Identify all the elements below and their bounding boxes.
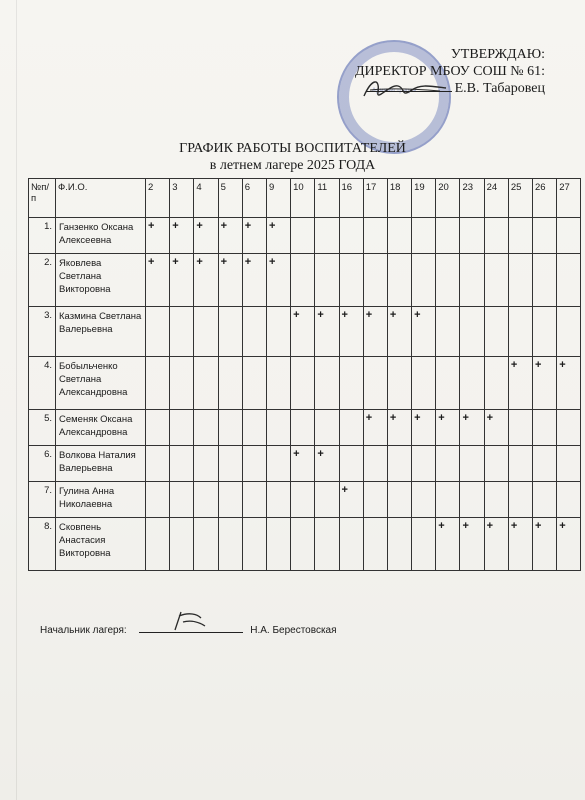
day-cell-16 — [339, 254, 363, 307]
header-day-25: 25 — [508, 179, 532, 218]
day-cell-11 — [315, 518, 339, 571]
day-cell-9 — [266, 482, 290, 518]
day-cell-24 — [484, 482, 508, 518]
day-cell-26 — [533, 218, 557, 254]
day-cell-18 — [387, 482, 411, 518]
table-row — [29, 254, 581, 307]
day-cell-18 — [387, 446, 411, 482]
day-cell-17: + — [363, 307, 387, 357]
day-cell-20 — [436, 446, 460, 482]
day-cell-24 — [484, 446, 508, 482]
day-cell-16 — [339, 410, 363, 446]
table-row — [29, 307, 581, 357]
header-day-19: 19 — [412, 179, 436, 218]
day-cell-18 — [387, 254, 411, 307]
day-cell-3 — [170, 446, 194, 482]
day-cell-4 — [194, 482, 218, 518]
day-cell-16: + — [339, 482, 363, 518]
day-cell-3: + — [170, 254, 194, 307]
day-cell-20 — [436, 357, 460, 410]
day-cell-17 — [363, 518, 387, 571]
day-cell-25: + — [508, 357, 532, 410]
day-cell-10: + — [291, 446, 315, 482]
day-cell-10 — [291, 357, 315, 410]
day-cell-27: + — [557, 357, 581, 410]
header-day-9: 9 — [266, 179, 290, 218]
day-cell-5: + — [218, 218, 242, 254]
approval-heading: УТВЕРЖДАЮ: — [450, 47, 545, 62]
day-cell-9 — [266, 518, 290, 571]
day-cell-23 — [460, 254, 484, 307]
camp-head-name: Н.А. Берестовская — [250, 625, 337, 636]
day-cell-6 — [242, 446, 266, 482]
day-cell-10 — [291, 518, 315, 571]
header-day-18: 18 — [387, 179, 411, 218]
day-cell-11: + — [315, 307, 339, 357]
header-day-27: 27 — [557, 179, 581, 218]
day-cell-24 — [484, 218, 508, 254]
header-number: №п/п — [29, 179, 56, 218]
stamp-text: Администрация — [371, 88, 417, 94]
day-cell-10: + — [291, 307, 315, 357]
row-number: 2. — [29, 254, 56, 307]
day-cell-5 — [218, 307, 242, 357]
day-cell-18 — [387, 518, 411, 571]
day-cell-23: + — [460, 410, 484, 446]
day-cell-18: + — [387, 410, 411, 446]
day-cell-23 — [460, 307, 484, 357]
day-cell-27 — [557, 410, 581, 446]
day-cell-26 — [533, 410, 557, 446]
teacher-name: Казмина Светлана Валерьевна — [56, 307, 146, 357]
day-cell-2: + — [146, 254, 170, 307]
header-day-5: 5 — [218, 179, 242, 218]
page-title — [0, 140, 585, 174]
table-row — [29, 482, 581, 518]
day-cell-4 — [194, 307, 218, 357]
day-cell-6 — [242, 482, 266, 518]
table-row — [29, 357, 581, 410]
day-cell-5 — [218, 446, 242, 482]
teacher-name: Семеняк Оксана Александровна — [56, 410, 146, 446]
header-day-24: 24 — [484, 179, 508, 218]
day-cell-6: + — [242, 254, 266, 307]
day-cell-6 — [242, 357, 266, 410]
teacher-name: Бобыльченко Светлана Александровна — [56, 357, 146, 410]
day-cell-11: + — [315, 446, 339, 482]
day-cell-25 — [508, 307, 532, 357]
day-cell-5 — [218, 357, 242, 410]
day-cell-10 — [291, 410, 315, 446]
day-cell-11 — [315, 357, 339, 410]
day-cell-6: + — [242, 218, 266, 254]
day-cell-17 — [363, 482, 387, 518]
day-cell-10 — [291, 218, 315, 254]
day-cell-11 — [315, 254, 339, 307]
day-cell-9 — [266, 446, 290, 482]
day-cell-19 — [412, 254, 436, 307]
row-number: 5. — [29, 410, 56, 446]
header-day-26: 26 — [533, 179, 557, 218]
schedule-table — [28, 178, 581, 571]
day-cell-20 — [436, 307, 460, 357]
header-day-23: 23 — [460, 179, 484, 218]
day-cell-26 — [533, 254, 557, 307]
day-cell-27 — [557, 446, 581, 482]
row-number: 1. — [29, 218, 56, 254]
header-day-3: 3 — [170, 179, 194, 218]
day-cell-27: + — [557, 518, 581, 571]
director-name: Е.В. Табаровец — [454, 81, 545, 96]
day-cell-6 — [242, 410, 266, 446]
day-cell-10 — [291, 482, 315, 518]
teacher-name: Яковлева Светлана Викторовна — [56, 254, 146, 307]
day-cell-26 — [533, 307, 557, 357]
day-cell-6 — [242, 307, 266, 357]
day-cell-24 — [484, 254, 508, 307]
day-cell-17 — [363, 446, 387, 482]
day-cell-18: + — [387, 307, 411, 357]
day-cell-18 — [387, 218, 411, 254]
day-cell-5: + — [218, 254, 242, 307]
table-row — [29, 410, 581, 446]
day-cell-4: + — [194, 254, 218, 307]
day-cell-4 — [194, 357, 218, 410]
approval-position: ДИРЕКТОР МБОУ СОШ № 61: — [354, 64, 545, 79]
day-cell-3 — [170, 410, 194, 446]
day-cell-20: + — [436, 410, 460, 446]
day-cell-17 — [363, 357, 387, 410]
camp-head-signature — [40, 622, 337, 636]
teacher-name: Волкова Наталия Валерьевна — [56, 446, 146, 482]
day-cell-11 — [315, 482, 339, 518]
day-cell-25: + — [508, 518, 532, 571]
day-cell-27 — [557, 482, 581, 518]
day-cell-2 — [146, 307, 170, 357]
day-cell-10 — [291, 254, 315, 307]
day-cell-20 — [436, 218, 460, 254]
row-number: 8. — [29, 518, 56, 571]
day-cell-11 — [315, 218, 339, 254]
day-cell-27 — [557, 254, 581, 307]
header-day-11: 11 — [315, 179, 339, 218]
header-row — [29, 179, 581, 218]
header-name: Ф.И.О. — [56, 179, 146, 218]
day-cell-5 — [218, 482, 242, 518]
camp-head-handwritten-signature — [169, 610, 209, 632]
day-cell-6 — [242, 518, 266, 571]
day-cell-9 — [266, 357, 290, 410]
table-row — [29, 218, 581, 254]
day-cell-20: + — [436, 518, 460, 571]
day-cell-26: + — [533, 357, 557, 410]
day-cell-23 — [460, 482, 484, 518]
day-cell-19 — [412, 218, 436, 254]
day-cell-20 — [436, 254, 460, 307]
day-cell-9: + — [266, 218, 290, 254]
day-cell-26 — [533, 482, 557, 518]
day-cell-20 — [436, 482, 460, 518]
day-cell-18 — [387, 357, 411, 410]
day-cell-24: + — [484, 518, 508, 571]
day-cell-9: + — [266, 254, 290, 307]
day-cell-23: + — [460, 518, 484, 571]
day-cell-2: + — [146, 218, 170, 254]
day-cell-27 — [557, 218, 581, 254]
title-line-2: в летнем лагере 2025 ГОДА — [209, 158, 376, 173]
header-day-6: 6 — [242, 179, 266, 218]
day-cell-23 — [460, 446, 484, 482]
day-cell-16 — [339, 357, 363, 410]
day-cell-2 — [146, 357, 170, 410]
approval-name-line — [345, 80, 545, 97]
day-cell-3: + — [170, 218, 194, 254]
header-day-17: 17 — [363, 179, 387, 218]
header-day-4: 4 — [194, 179, 218, 218]
day-cell-3 — [170, 482, 194, 518]
day-cell-23 — [460, 218, 484, 254]
table-row — [29, 446, 581, 482]
day-cell-19 — [412, 482, 436, 518]
day-cell-3 — [170, 357, 194, 410]
day-cell-23 — [460, 357, 484, 410]
day-cell-26 — [533, 446, 557, 482]
day-cell-3 — [170, 518, 194, 571]
day-cell-2 — [146, 410, 170, 446]
day-cell-9 — [266, 307, 290, 357]
header-day-20: 20 — [436, 179, 460, 218]
teacher-name: Гулина Анна Николаевна — [56, 482, 146, 518]
paper-fold — [16, 0, 17, 800]
day-cell-4 — [194, 410, 218, 446]
day-cell-19 — [412, 357, 436, 410]
day-cell-16 — [339, 218, 363, 254]
signature-line — [366, 81, 452, 92]
day-cell-2 — [146, 446, 170, 482]
header-day-2: 2 — [146, 179, 170, 218]
day-cell-5 — [218, 410, 242, 446]
day-cell-4 — [194, 446, 218, 482]
day-cell-17 — [363, 254, 387, 307]
teacher-name: Сковпень Анастасия Викторовна — [56, 518, 146, 571]
day-cell-25 — [508, 218, 532, 254]
day-cell-19: + — [412, 410, 436, 446]
day-cell-16: + — [339, 307, 363, 357]
day-cell-5 — [218, 518, 242, 571]
day-cell-25 — [508, 254, 532, 307]
row-number: 6. — [29, 446, 56, 482]
row-number: 7. — [29, 482, 56, 518]
day-cell-24 — [484, 357, 508, 410]
day-cell-17 — [363, 218, 387, 254]
day-cell-2 — [146, 482, 170, 518]
row-number: 3. — [29, 307, 56, 357]
day-cell-9 — [266, 410, 290, 446]
day-cell-25 — [508, 410, 532, 446]
day-cell-25 — [508, 482, 532, 518]
day-cell-24 — [484, 307, 508, 357]
day-cell-16 — [339, 446, 363, 482]
camp-head-signature-line — [139, 622, 243, 633]
day-cell-24: + — [484, 410, 508, 446]
day-cell-16 — [339, 518, 363, 571]
day-cell-27 — [557, 307, 581, 357]
title-line-1: ГРАФИК РАБОТЫ ВОСПИТАТЕЛЕЙ — [179, 141, 406, 156]
teacher-name: Ганзенко Оксана Алексеевна — [56, 218, 146, 254]
approval-block — [345, 46, 545, 97]
day-cell-19 — [412, 446, 436, 482]
day-cell-25 — [508, 446, 532, 482]
header-day-16: 16 — [339, 179, 363, 218]
day-cell-4 — [194, 518, 218, 571]
day-cell-2 — [146, 518, 170, 571]
day-cell-19 — [412, 518, 436, 571]
day-cell-3 — [170, 307, 194, 357]
day-cell-4: + — [194, 218, 218, 254]
camp-head-label: Начальник лагеря: — [40, 625, 127, 636]
day-cell-19: + — [412, 307, 436, 357]
day-cell-17: + — [363, 410, 387, 446]
day-cell-26: + — [533, 518, 557, 571]
day-cell-11 — [315, 410, 339, 446]
table-row — [29, 518, 581, 571]
row-number: 4. — [29, 357, 56, 410]
header-day-10: 10 — [291, 179, 315, 218]
